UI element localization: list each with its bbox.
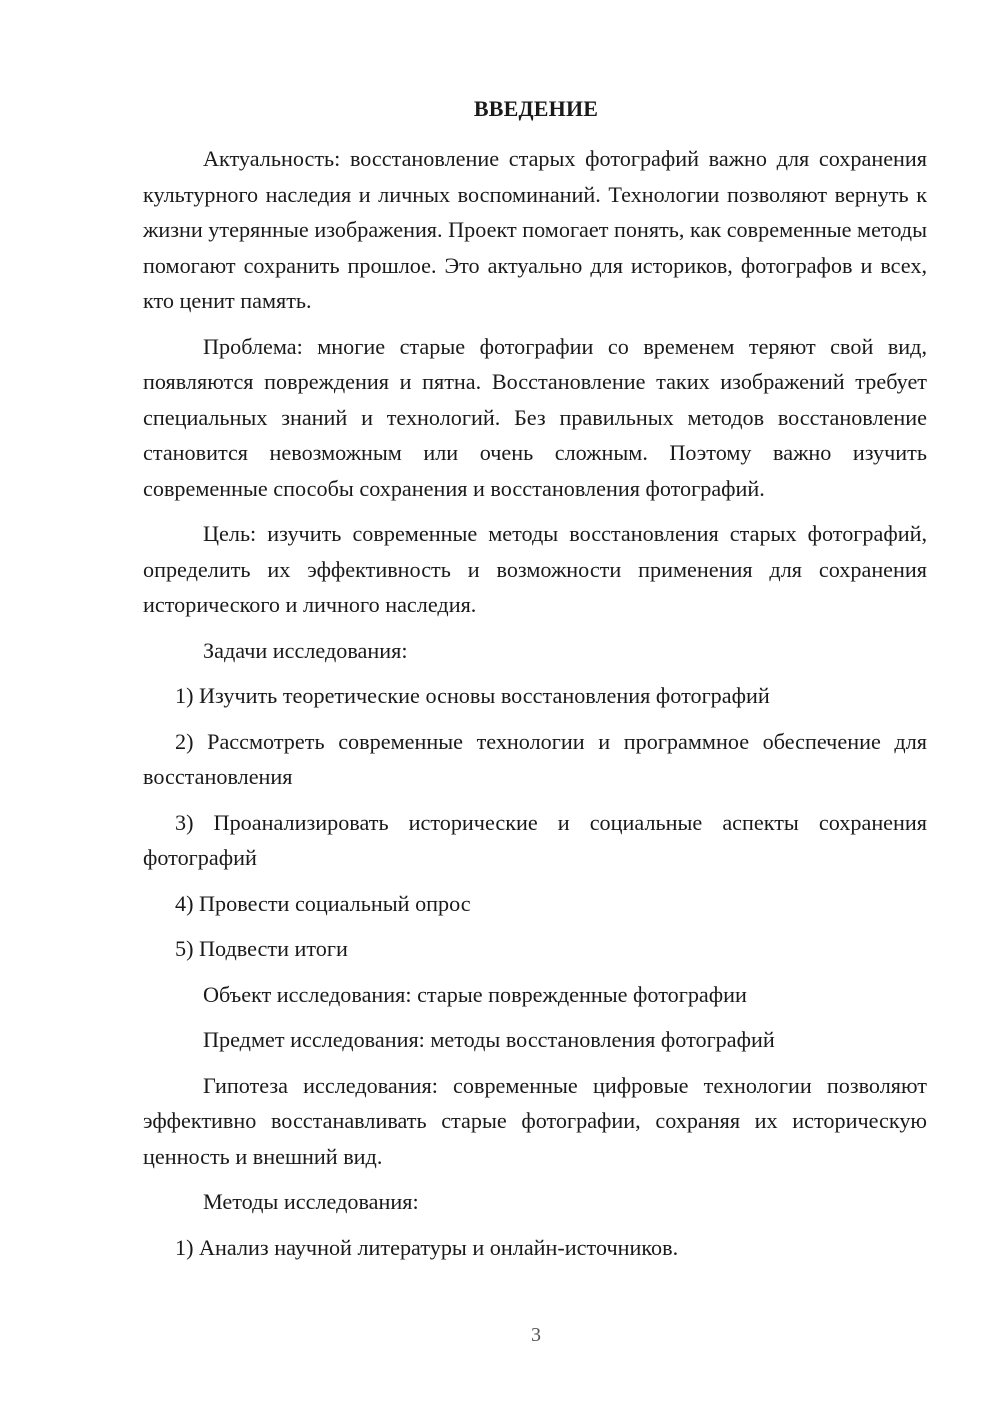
hypothesis-paragraph: Гипотеза исследования: современные цифровые технологии позволяют эффективно восстанавливать старые фотографии, сохраняя их историческую ценность и внешний вид. bbox=[143, 1072, 927, 1169]
document-body bbox=[143, 141, 927, 1275]
goal-paragraph: Цель: изучить современные методы восстановления старых фотографий, определить их эффективность и возможности применения для сохранения исторического и личного наследия. bbox=[143, 521, 927, 617]
method-item: 1) Анализ научной литературы и онлайн-источников. bbox=[175, 1234, 679, 1260]
tasks-heading: Задачи исследования: bbox=[203, 637, 408, 663]
subject-paragraph: Предмет исследования: методы восстановления фотографий bbox=[203, 1027, 775, 1052]
task-item: 4) Провести социальный опрос bbox=[175, 890, 471, 916]
object-paragraph: Объект исследования: старые поврежденные фотографии bbox=[203, 981, 747, 1007]
task-item: 1) Изучить теоретические основы восстановления фотографий bbox=[175, 683, 770, 708]
page-title: ВВЕДЕНИЕ bbox=[473, 96, 599, 121]
relevance-paragraph: Актуальность: восстановление старых фотографий важно для сохранения культурного наследия и личных воспоминаний. Технологии позволяют вернуть к жизни утерянные изображения. Проект помогает понять, как современные методы помогают сохранить прошлое. Это актуально для историков, фотографов и всех, кто ценит память. bbox=[143, 146, 927, 313]
methods-heading: Методы исследования: bbox=[203, 1189, 419, 1214]
task-item: 2) Рассмотреть современные технологии и программное обеспечение для восстановления bbox=[143, 728, 927, 789]
task-item: 3) Проанализировать исторические и социальные аспекты сохранения фотографий bbox=[143, 809, 927, 870]
task-item: 5) Подвести итоги bbox=[175, 936, 348, 961]
problem-paragraph: Проблема: многие старые фотографии со временем теряют свой вид, появляются повреждения и пятна. Восстановление таких изображений требует специальных знаний и технологий. Без правильных методов восстановление становится невозможным или очень сложным. Поэтому важно изучить современные способы сохранения и восстановления фотографий. bbox=[143, 333, 927, 501]
page-number: 3 bbox=[531, 1324, 541, 1346]
